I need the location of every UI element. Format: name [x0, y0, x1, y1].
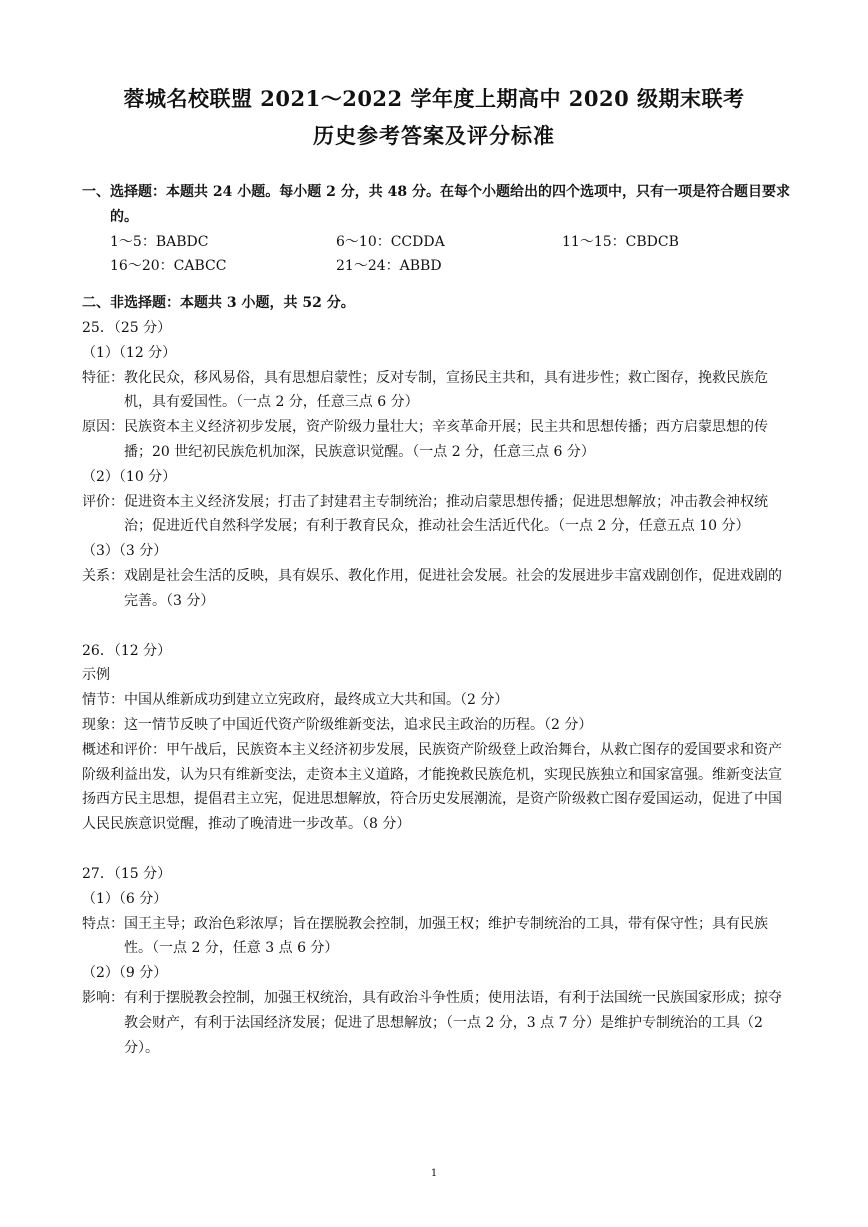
q25-yuanyin: 原因：民族资本主义经济初步发展，资产阶级力量壮大；辛亥革命开展；民主共和思想传播；西方启蒙思想的传播；20 世纪初民族危机加深，民族意识觉醒。（一点 2 分，任意三点 6 分） [82, 419, 768, 460]
q25-part2: （2）（10 分） [82, 468, 177, 485]
answer-group: 16～20：CABCC [110, 258, 227, 275]
q25-part1: （1）（12 分） [82, 344, 177, 361]
answer-group: 1～5：BABDC [110, 233, 209, 250]
q26-number: 26．（12 分） [82, 642, 172, 659]
q25-part3: （3）（3 分） [82, 543, 168, 560]
answer-group: 11～15：CBDCB [562, 233, 679, 250]
q26-qingjie: 情节：中国从维新成功到建立立宪政府，最终成立大共和国。（2 分） [82, 692, 509, 709]
doc-title-line1: 蓉城名校联盟 2021～2022 学年度上期高中 2020 级期末联考 [123, 86, 745, 111]
answer-row-2 [82, 254, 790, 279]
q25-number: 25．（25 分） [82, 319, 172, 336]
q26-xianxiang: 现象：这一情节反映了中国近代资产阶级维新变法，追求民主政治的历程。（2 分） [82, 716, 593, 733]
section1-heading: 一、选择题：本题共 24 小题。每小题 2 分，共 48 分。在每个小题给出的四个选项中，只有一项是符合题目要求的。 [82, 184, 790, 225]
page-number: 1 [430, 1168, 438, 1179]
section2-heading: 二、非选择题：本题共 3 小题，共 52 分。 [82, 295, 355, 312]
q27-tedian: 特点：国王主导；政治色彩浓厚；旨在摆脱教会控制，加强王权；维护专制统治的工具，带有保守性；具有民族性。（一点 2 分，任意 3 点 6 分） [82, 915, 768, 957]
answer-row-1 [82, 230, 790, 255]
doc-title-line2: 历史参考答案及评分标准 [313, 123, 555, 148]
answer-group: 21～24：ABBD [336, 258, 442, 275]
q27-part2: （2）（9 分） [82, 965, 168, 982]
q26-gaishu: 概述和评价：甲午战后，民族资本主义经济初步发展，民族资产阶级登上政治舞台，从救亡图存的爱国要求和资产阶级利益出发，认为只有维新变法，走资本主义道路，才能挽救民族危机，实现民族独立和国家富强。维新变法宣扬西方民主思想，提倡君主立宪，促进思想解放，符合历史发展潮流，是资产阶级救亡图存爱国运动，促进了中国人民民族意识觉醒，推动了晚清进一步改革。（8 分） [82, 741, 782, 833]
q26-example-label: 示例 [82, 667, 110, 684]
answer-group: 6～10：CCDDA [336, 233, 445, 250]
doc-body [82, 180, 790, 1060]
q27-yingxiang: 影响：有利于摆脱教会控制，加强王权统治，具有政治斗争性质；使用法语，有利于法国统一民族国家形成；掠夺教会财产，有利于法国经济发展；促进了思想解放；（一点 2 分，3 点 7 分）是维护专制统治的工具（2 分）。 [82, 989, 782, 1056]
q25-pingjia: 评价：促进资本主义经济发展；打击了封建君主专制统治；推动启蒙思想传播；促进思想解放；冲击教会神权统治；促进近代自然科学发展；有利于教育民众，推动社会生活近代化。（一点 2 分，任意五点 10 分） [82, 493, 768, 535]
q27-number: 27．（15 分） [82, 865, 172, 882]
q27-part1: （1）（6 分） [82, 890, 168, 907]
q25-guanxi: 关系：戏剧是社会生活的反映，具有娱乐、教化作用，促进社会发展。社会的发展进步丰富戏剧创作，促进戏剧的完善。（3 分） [82, 567, 782, 609]
q25-tezheng: 特征：教化民众，移风易俗，具有思想启蒙性；反对专制，宣扬民主共和，具有进步性；救亡图存，挽救民族危机，具有爱国性。（一点 2 分，任意三点 6 分） [82, 369, 768, 411]
